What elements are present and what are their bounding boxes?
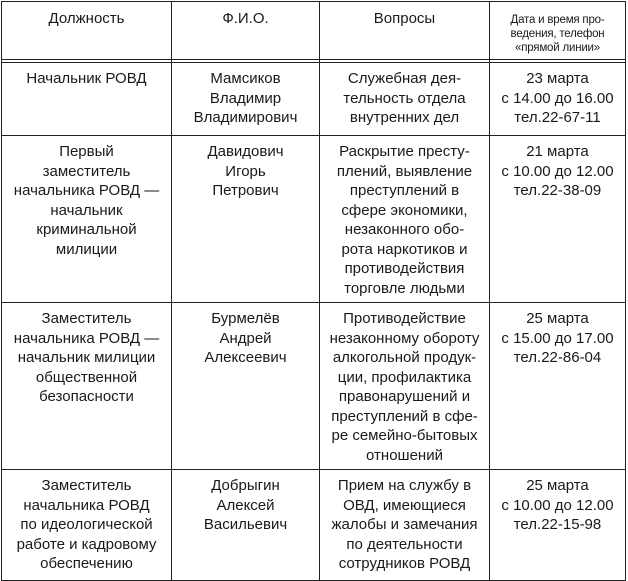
cell-line: 25 марта — [526, 310, 589, 327]
table-row — [2, 470, 626, 581]
cell-line: заместитель — [42, 162, 131, 180]
table-row — [2, 63, 626, 136]
cell-line: начальник — [50, 201, 123, 219]
cell-line: обеспечению — [40, 555, 133, 572]
cell-line: Заместитель — [41, 477, 132, 494]
header-datetime-line: Дата и время про- — [510, 14, 605, 26]
cell-questions — [320, 136, 490, 303]
cell-line: незаконному обороту — [329, 329, 480, 347]
cell-line: по идеологической — [20, 516, 153, 533]
cell-questions — [320, 303, 490, 470]
cell-line: Алексей — [216, 496, 275, 514]
header-position: Должность — [2, 2, 172, 60]
cell-line: 25 марта — [526, 477, 589, 494]
cell-position — [2, 470, 172, 581]
cell-line: ОВД, имеющиеся — [343, 496, 466, 514]
cell-line: ции, профилактика — [337, 368, 472, 386]
cell-line: Прием на службу в — [337, 477, 472, 494]
cell-position — [2, 63, 172, 136]
hotline-schedule-table — [1, 1, 626, 581]
cell-line: тел.22-15-98 — [513, 516, 602, 533]
cell-line: Бурмелёв — [211, 310, 280, 327]
header-questions: Вопросы — [320, 2, 490, 60]
cell-line: с 14.00 до 16.00 — [501, 89, 614, 107]
cell-questions — [320, 63, 490, 136]
cell-line: по деятельности — [346, 535, 463, 553]
cell-name — [172, 303, 320, 470]
cell-datetime — [490, 303, 626, 470]
cell-line: тел.22-38-09 — [513, 182, 602, 199]
cell-line: с 15.00 до 17.00 — [501, 329, 614, 347]
cell-datetime — [490, 470, 626, 581]
cell-line: Игорь — [225, 162, 266, 180]
cell-line: жалобы и замечания — [331, 516, 478, 533]
cell-line: начальник милиции — [17, 349, 156, 366]
cell-line: тел.22-67-11 — [514, 109, 601, 126]
cell-line: Мамсиков — [210, 70, 281, 87]
cell-line: сотрудников РОВД — [338, 555, 471, 572]
cell-datetime — [490, 136, 626, 303]
cell-line: алкогольной продук- — [332, 349, 477, 366]
cell-line: общественной — [35, 368, 138, 386]
cell-line: правонарушений и — [338, 388, 471, 405]
cell-line: Первый — [59, 143, 114, 160]
cell-line: ре семейно-бытовых — [331, 427, 478, 444]
cell-line: с 10.00 до 12.00 — [501, 162, 614, 180]
header-row — [2, 2, 626, 60]
cell-line: 23 марта — [526, 70, 589, 87]
cell-line: Алексеевич — [204, 349, 287, 366]
cell-line: незаконного обо- — [344, 221, 465, 238]
cell-line: Петрович — [212, 182, 279, 199]
cell-line: тельность отдела — [343, 89, 466, 107]
header-datetime — [490, 2, 626, 60]
cell-line: противодействия — [344, 260, 465, 277]
cell-line: криминальной — [36, 221, 137, 238]
cell-line: Добрыгин — [211, 477, 280, 494]
cell-line: отношений — [366, 446, 443, 464]
cell-line: сфере экономики, — [341, 201, 468, 219]
cell-line: внутренних дел — [349, 109, 460, 126]
cell-line: работе и кадровому — [16, 535, 157, 553]
cell-line: преступлений в сфе- — [331, 407, 478, 425]
cell-line: тел.22-86-04 — [513, 349, 602, 366]
cell-line: плений, выявление — [336, 162, 473, 180]
cell-line: Васильевич — [203, 516, 288, 533]
table-row — [2, 136, 626, 303]
cell-line: Начальник РОВД — [26, 70, 147, 87]
cell-line: с 10.00 до 12.00 — [501, 496, 614, 514]
cell-position — [2, 303, 172, 470]
cell-line: Противодействие — [343, 310, 466, 327]
cell-line: Служебная дея- — [347, 70, 462, 87]
cell-datetime — [490, 63, 626, 136]
cell-line: Владимирович — [193, 109, 298, 126]
cell-line: рота наркотиков и — [341, 240, 468, 258]
cell-line: безопасности — [39, 388, 134, 405]
cell-line: начальника РОВД — — [13, 329, 160, 347]
cell-questions — [320, 470, 490, 581]
cell-name — [172, 63, 320, 136]
cell-line: торговле людьми — [344, 279, 465, 297]
cell-line: начальника РОВД — [23, 496, 150, 514]
table-row — [2, 303, 626, 470]
cell-line: Раскрытие престу- — [339, 143, 470, 160]
header-datetime-line: ведения, телефон — [510, 28, 605, 40]
cell-position — [2, 136, 172, 303]
header-name: Ф.И.О. — [172, 2, 320, 60]
cell-line: Андрей — [219, 329, 272, 347]
header-datetime-line: «прямой линии» — [515, 42, 600, 54]
cell-name — [172, 470, 320, 581]
cell-line: Заместитель — [41, 310, 132, 327]
cell-line: милиции — [55, 240, 118, 258]
cell-line: 21 марта — [526, 143, 589, 160]
cell-name — [172, 136, 320, 303]
cell-line: Давидович — [207, 143, 284, 160]
cell-line: преступлений в — [349, 182, 460, 199]
cell-line: Владимир — [209, 89, 282, 107]
cell-line: начальника РОВД — — [13, 182, 160, 199]
